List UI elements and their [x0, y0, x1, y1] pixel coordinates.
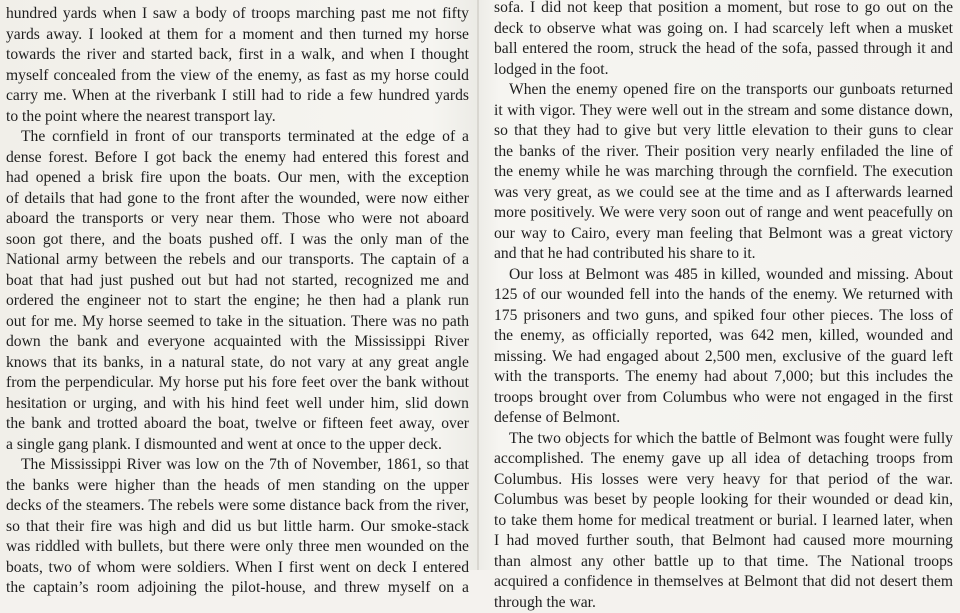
text-line: our way to Cairo, every man feeling that Belmont was a great victory	[494, 224, 953, 245]
text-line: Our loss at Belmont was 485 in killed, wounded and missing. About	[494, 265, 953, 286]
text-line: Columbus was beset by people looking for their wounded or dead kin,	[494, 490, 953, 511]
text-line: with the transports. The enemy had about 7,000; but this includes the	[494, 367, 953, 388]
text-line: ball entered the room, struck the head of the sofa, passed through it and	[494, 39, 953, 60]
text-line: the enemy while he was marching through the cornfield. The execution	[494, 162, 953, 183]
text-line: was very great, as we could see at the time and as I afterwards learned	[494, 183, 953, 204]
text-line: aboard the transports or very near them. Those who were not aboard	[6, 209, 469, 230]
text-line: yards away. I looked at them for a moment and then turned my horse	[6, 25, 469, 46]
text-line: more positively. We were very soon out of range and went peacefully on	[494, 203, 953, 224]
text-line: Columbus. His losses were very heavy for that period of the war.	[494, 470, 953, 491]
text-line: the banks of the river. Their position very nearly enfiladed the line of	[494, 142, 953, 163]
text-line: sofa. I did not keep that position a moment, but rose to go out on the	[494, 0, 953, 19]
text-line: dense forest. Before I got back the enemy had entered this forest and	[6, 148, 469, 169]
text-line: missing. We had engaged about 2,500 men, exclusive of the guard left	[494, 347, 953, 368]
text-line: knows that its banks, in a natural state, do not vary at any great angle	[6, 353, 469, 374]
text-line: carry me. When at the riverbank I still had to ride a few hundred yards	[6, 86, 469, 107]
text-line: deck to observe what was going on. I had scarcely left when a musket	[494, 19, 953, 40]
text-line: The two objects for which the battle of Belmont was fought were fully	[494, 429, 953, 450]
text-line: boat that had just pushed out but had not started, recognized me and	[6, 271, 469, 292]
text-line: the bank and trotted aboard the boat, twelve or fifteen feet away, over	[6, 414, 469, 435]
text-line: the banks were higher than the heads of men standing on the upper	[6, 476, 469, 497]
text-line: to the point where the nearest transport lay.	[6, 107, 469, 128]
text-line: accomplished. The enemy gave up all idea of detaching troops from	[494, 449, 953, 470]
text-line: boats, two of whom were soldiers. When I first went on deck I entered	[6, 558, 469, 579]
text-line: down the bank and everyone acquainted with the Mississippi River	[6, 332, 469, 353]
text-line: myself concealed from the view of the enemy, as fast as my horse could	[6, 66, 469, 87]
text-line: was riddled with bullets, but there were only three men wounded on the	[6, 537, 469, 558]
text-line: than almost any other battle up to that time. The National troops	[494, 552, 953, 573]
text-line: so that they had to give but very little elevation to their guns to clear	[494, 121, 953, 142]
text-line: so that their fire was high and did us but little harm. Our smoke-stack	[6, 517, 469, 538]
text-line: acquired a confidence in themselves at Belmont that did not desert them	[494, 572, 953, 593]
text-line: through the war.	[494, 593, 953, 613]
text-line: defense of Belmont.	[494, 408, 953, 429]
text-line: of details that had gone to the front after the wounded, were now either	[6, 189, 469, 210]
text-line: to take them home for medical treatment or burial. I learned later, when	[494, 511, 953, 532]
text-line: 125 of our wounded fell into the hands of the enemy. We returned with	[494, 285, 953, 306]
text-line: the enemy, as officially reported, was 642 men, killed, wounded and	[494, 326, 953, 347]
text-line: and that he had contributed his share to it.	[494, 244, 953, 265]
text-line: it with vigor. They were well out in the stream and some distance down,	[494, 101, 953, 122]
text-line: When the enemy opened fire on the transports our gunboats returned	[494, 80, 953, 101]
text-line: hesitation or urging, and with his hind feet well under him, slid down	[6, 394, 469, 415]
left-page-text	[6, 0, 469, 570]
text-line: The Mississippi River was low on the 7th of November, 1861, so that	[6, 455, 469, 476]
text-line: out for me. My horse seemed to take in the situation. There was no path	[6, 312, 469, 333]
text-line: The cornfield in front of our transports terminated at the edge of a	[6, 127, 469, 148]
text-line: hundred yards when I saw a body of troops marching past me not fifty	[6, 4, 469, 25]
text-line: lodged in the foot.	[494, 60, 953, 81]
text-line: decks of the steamers. The rebels were some distance back from the river,	[6, 496, 469, 517]
text-line: from the perpendicular. My horse put his fore feet over the bank without	[6, 373, 469, 394]
text-line: a single gang plank. I dismounted and went at once to the upper deck.	[6, 435, 469, 456]
text-line: soon got there, and the boats pushed off. I was the only man of the	[6, 230, 469, 251]
text-line: troops brought over from Columbus who were not engaged in the first	[494, 388, 953, 409]
text-line: ordered the engineer not to start the engine; he then had a plank run	[6, 291, 469, 312]
text-line: towards the river and started back, first in a walk, and when I thought	[6, 45, 469, 66]
text-line: National army between the rebels and our transports. The captain of a	[6, 250, 469, 271]
text-line: the captain’s room adjoining the pilot-house, and threw myself on a	[6, 578, 469, 599]
text-line: had opened a brisk fire upon the boats. Our men, with the exception	[6, 168, 469, 189]
text-line: 175 prisoners and two guns, and spiked four other pieces. The loss of	[494, 306, 953, 327]
page-gutter	[477, 0, 479, 570]
right-page-text	[494, 0, 953, 570]
text-line: I had moved further south, that Belmont had caused more mourning	[494, 531, 953, 552]
